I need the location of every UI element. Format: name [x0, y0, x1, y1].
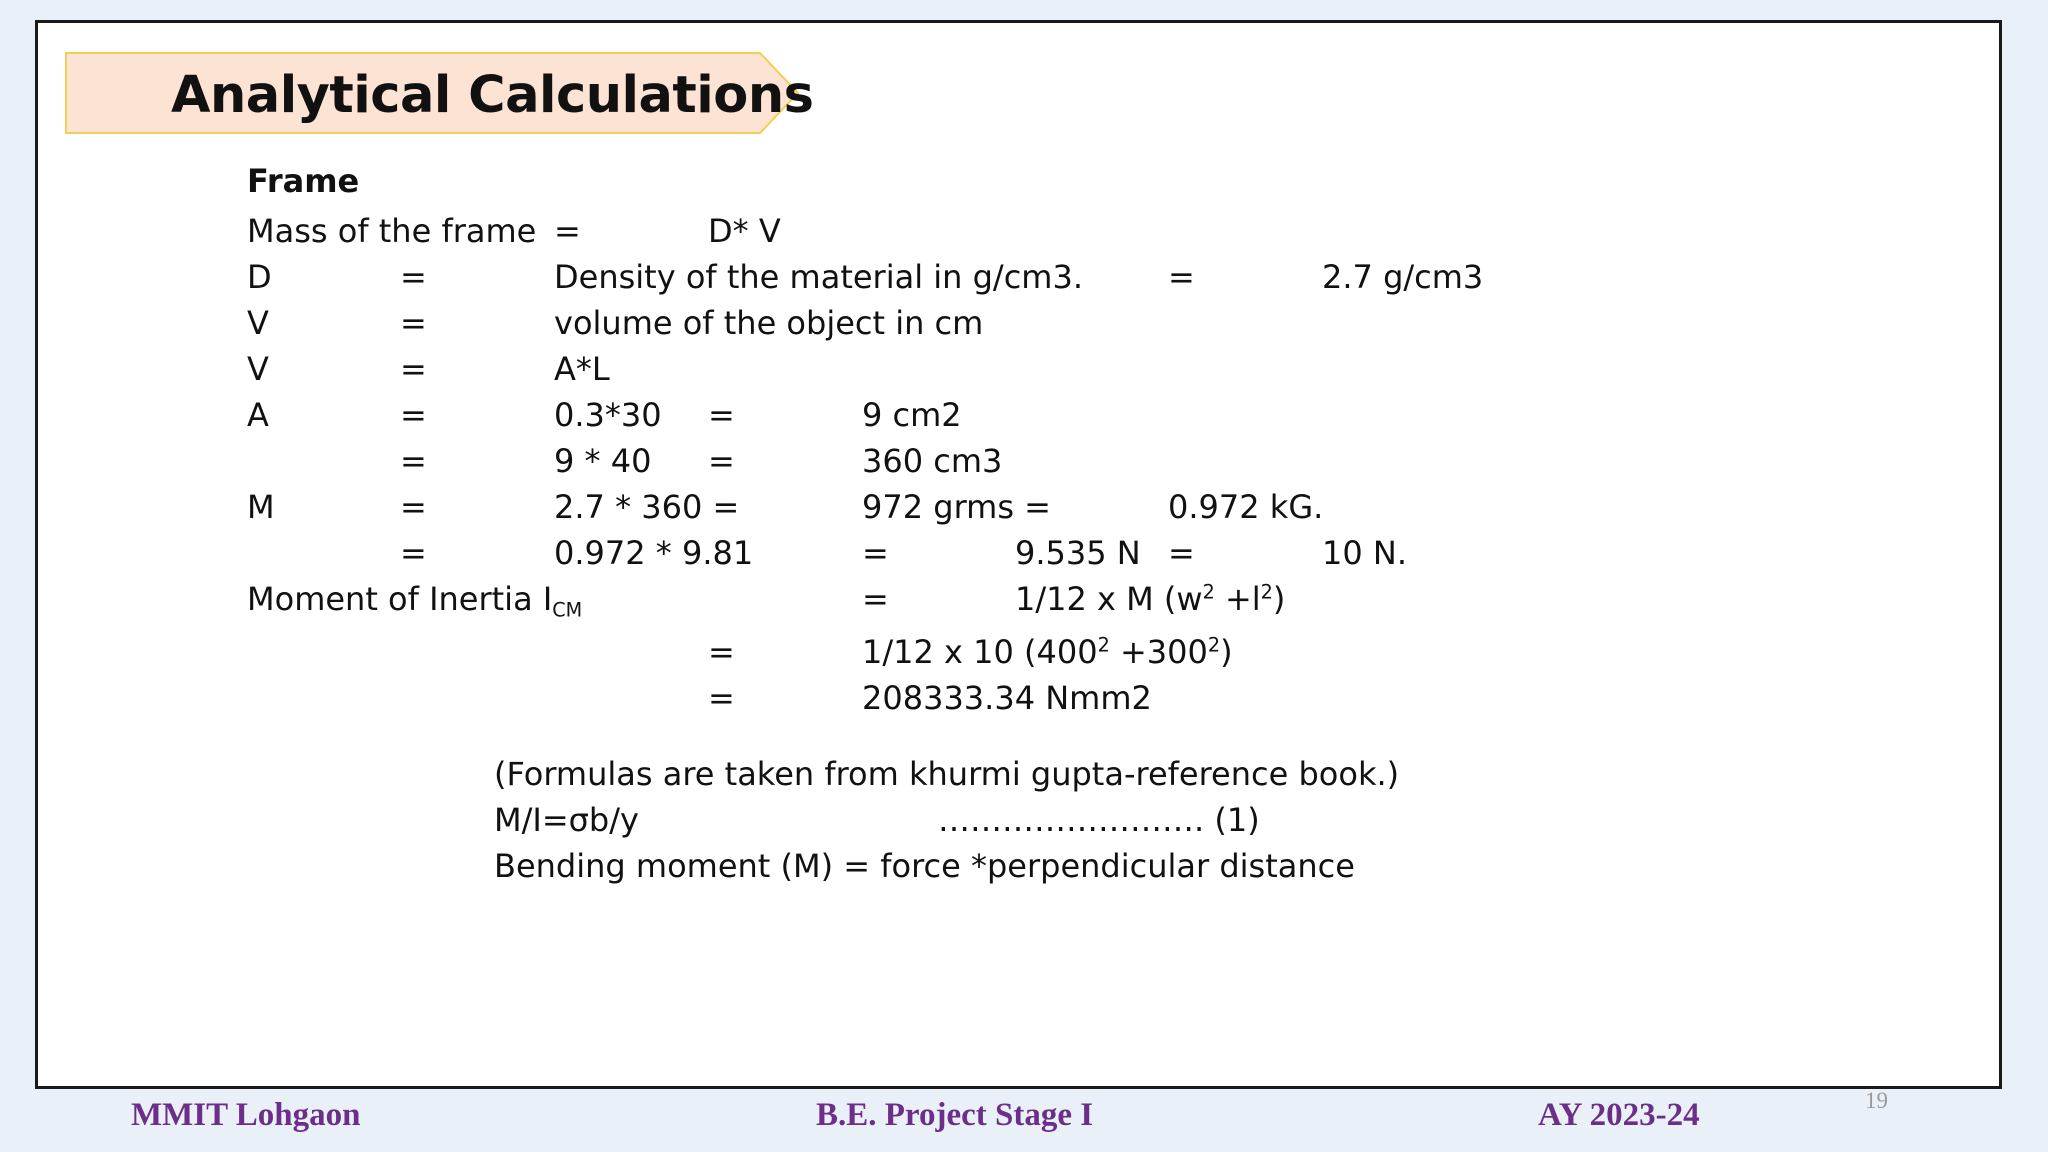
volume-equals-2: = — [400, 350, 427, 388]
mass-label: Mass of the frame — [247, 212, 537, 250]
density-value: 2.7 g/cm3 — [1322, 258, 1484, 296]
density-description: Density of the material in g/cm3. — [554, 258, 1083, 296]
volume-formula: A*L — [554, 350, 610, 388]
area-symbol: A — [247, 396, 269, 434]
volume-description: volume of the object in cm — [554, 304, 984, 342]
slide-title: Analytical Calculations — [171, 66, 814, 125]
area-expression: 0.3*30 — [554, 396, 662, 434]
moi-formula: 1/12 x M $(w^2 +l^2)$ — [1015, 580, 1286, 618]
weight-value: 9.535 N — [1015, 534, 1141, 572]
mass-equals: = — [554, 212, 581, 250]
moment-of-inertia-label: Moment of Inertia $I_{CM}$ — [247, 580, 583, 622]
weight-rounded: 10 N. — [1322, 534, 1407, 572]
bending-stress-formula: M/I=σb/y — [494, 801, 639, 839]
volume-calc-equals-2: = — [708, 442, 735, 480]
mass-calc-grams: 972 grms = — [862, 488, 1051, 526]
weight-expression: 0.972 * 9.81 — [554, 534, 754, 572]
density-symbol: D — [247, 258, 272, 296]
mass-formula: D* V — [708, 212, 781, 250]
volume-calc-equals: = — [400, 442, 427, 480]
mass-calc-equals: = — [400, 488, 427, 526]
volume-symbol: V — [247, 304, 269, 342]
weight-equals-3: = — [1168, 534, 1195, 572]
density-equals-2: = — [1168, 258, 1195, 296]
volume-equals: = — [400, 304, 427, 342]
moi-equals: = — [862, 580, 889, 618]
volume-symbol-2: V — [247, 350, 269, 388]
bending-moment-definition: Bending moment (M) = force *perpendicular distance — [494, 847, 1355, 885]
page-number: 19 — [1865, 1088, 1888, 1113]
section-heading: Frame — [247, 162, 360, 200]
weight-equals: = — [400, 534, 427, 572]
footer-academic-year: AY 2023-24 — [1538, 1097, 1700, 1133]
moi-calc-equals: = — [708, 633, 735, 671]
mass-symbol: M — [247, 488, 275, 526]
area-equals-2: = — [708, 396, 735, 434]
moi-result-equals: = — [708, 679, 735, 717]
mass-calc-kg: 0.972 kG. — [1168, 488, 1324, 526]
moi-result-value: 208333.34 Nmm2 — [862, 679, 1152, 717]
volume-calc-expression: 9 * 40 — [554, 442, 652, 480]
footer-project: B.E. Project Stage I — [816, 1097, 1094, 1133]
moi-subscript: CM — [552, 598, 583, 622]
footer-institution: MMIT Lohgaon — [131, 1097, 361, 1133]
mass-calc-expression: 2.7 * 360 = — [554, 488, 740, 526]
density-equals: = — [400, 258, 427, 296]
area-equals: = — [400, 396, 427, 434]
weight-equals-2: = — [862, 534, 889, 572]
moi-calc-expression: 1/12 x 10 $(400^2 +300^2)$ — [862, 633, 1233, 671]
reference-note: (Formulas are taken from khurmi gupta-reference book.) — [494, 755, 1400, 793]
area-value: 9 cm2 — [862, 396, 962, 434]
volume-calc-value: 360 cm3 — [862, 442, 1003, 480]
equation-reference: ……………………. (1) — [938, 801, 1260, 839]
